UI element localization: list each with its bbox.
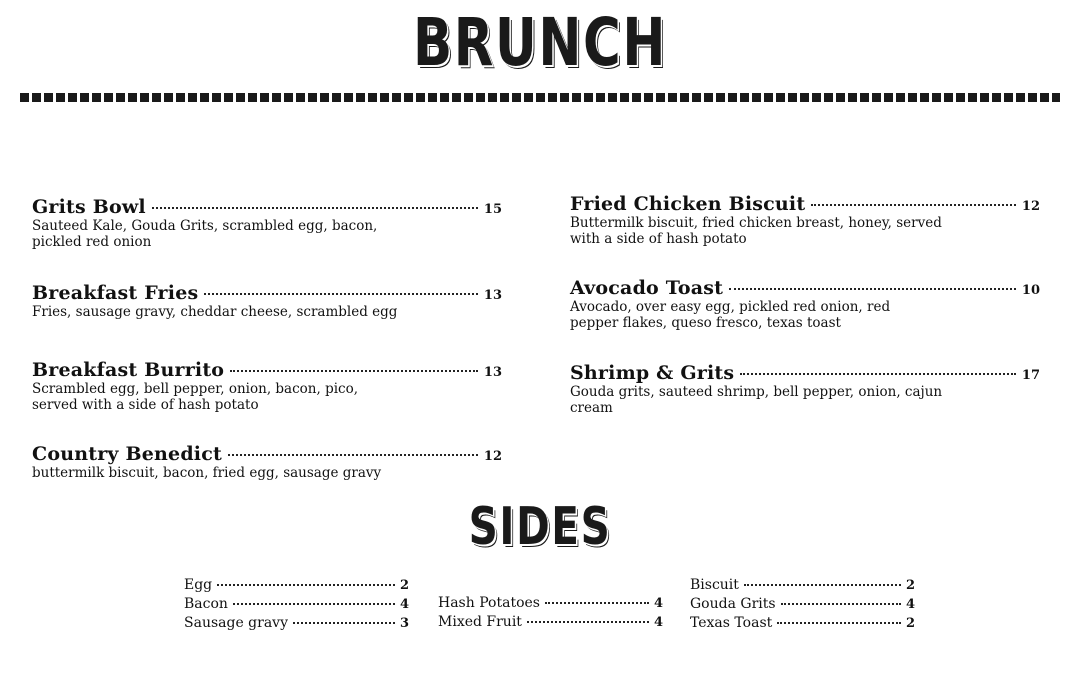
dot-leader [744,584,901,586]
sides-column-2 [438,594,663,632]
sides-column-3 [690,576,915,633]
side-item [690,576,915,595]
menu-item-fried-chicken-biscuit [570,193,1040,247]
side-item-price: 2 [399,578,409,593]
menu-item-breakfast-fries [32,282,502,320]
side-item [438,613,663,632]
side-item-price: 2 [905,578,915,593]
menu-item-price: 12 [483,449,502,464]
menu-item-description: buttermilk biscuit, bacon, fried egg, sausage gravy [32,465,382,481]
side-item-name: Sausage gravy [184,615,289,631]
menu-item-shrimp-and-grits [570,362,1040,416]
side-item-price: 4 [653,596,663,611]
side-item-name: Egg [184,577,213,593]
side-item-name: Mixed Fruit [438,614,522,630]
dot-leader [228,454,478,456]
side-item-price: 2 [905,616,915,631]
sides-title: SIDES [468,497,612,557]
brunch-title: BRUNCH [412,4,667,81]
side-item-price: 4 [399,597,409,612]
side-item [690,595,915,614]
menu-item-price: 13 [483,288,502,303]
menu-item-grits-bowl [32,196,502,250]
menu-item-name: Fried Chicken Biscuit [570,193,806,215]
sides-column-1 [184,576,409,633]
menu-item-description: Sauteed Kale, Gouda Grits, scrambled egg, bacon, pickled red onion [32,218,378,250]
menu-item-name: Breakfast Burrito [32,359,225,381]
side-item [184,576,409,595]
menu-item-price: 10 [1021,283,1040,298]
side-item-name: Biscuit [690,577,739,593]
side-item [184,614,409,633]
dot-leader [204,293,478,295]
menu-item-price: 13 [483,365,502,380]
side-item-name: Hash Potatoes [438,595,540,611]
dot-leader [233,603,395,605]
side-item-price: 4 [905,597,915,612]
side-item [690,614,915,633]
dot-leader [781,603,901,605]
dot-leader [545,602,649,604]
menu-item-description: Buttermilk biscuit, fried chicken breast, honey, served with a side of hash potato [570,215,942,247]
menu-item-country-benedict [32,443,502,481]
menu-item-description: Fries, sausage gravy, cheddar cheese, scrambled egg [32,304,398,320]
menu-item-name: Shrimp & Grits [570,362,735,384]
side-item [184,595,409,614]
side-item-name: Texas Toast [690,615,773,631]
side-item-name: Gouda Grits [690,596,776,612]
dot-leader [811,204,1016,206]
dot-leader [777,622,901,624]
menu-item-name: Grits Bowl [32,196,146,218]
menu-item-name: Country Benedict [32,443,222,465]
menu-item-price: 15 [483,202,502,217]
menu-item-avocado-toast [570,277,1040,331]
side-item [438,594,663,613]
menu-item-description: Avocado, over easy egg, pickled red onion, red pepper flakes, queso fresco, texas toast [570,299,891,331]
dot-leader [152,207,478,209]
menu-item-price: 12 [1021,199,1040,214]
side-item-price: 4 [653,615,663,630]
menu-item-breakfast-burrito [32,359,502,413]
side-item-price: 3 [399,616,409,631]
dot-leader [230,370,478,372]
menu-item-price: 17 [1021,368,1040,383]
dot-leader [293,622,395,624]
menu-item-description: Scrambled egg, bell pepper, onion, bacon, pico, served with a side of hash potato [32,381,359,413]
dotted-divider [20,93,1060,102]
dot-leader [527,621,649,623]
dot-leader [729,288,1016,290]
menu-item-name: Avocado Toast [570,277,724,299]
menu-item-description: Gouda grits, sauteed shrimp, bell pepper, onion, cajun cream [570,384,943,416]
menu-item-name: Breakfast Fries [32,282,199,304]
dot-leader [740,373,1016,375]
side-item-name: Bacon [184,596,228,612]
dot-leader [217,584,395,586]
